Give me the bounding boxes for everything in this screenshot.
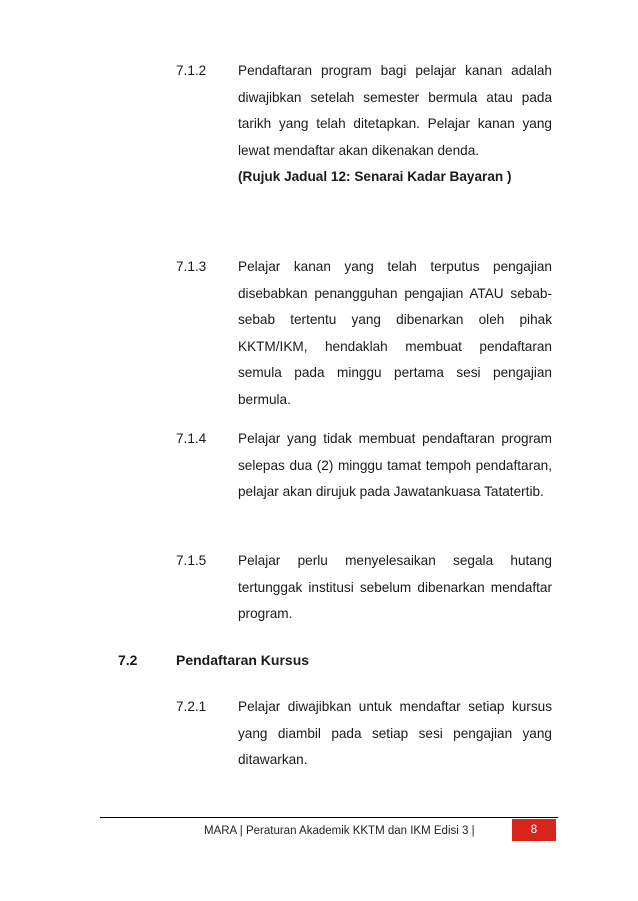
section-heading [118, 648, 309, 672]
clause-number: 7.1.3 [176, 259, 207, 274]
clause-reference: (Rujuk Jadual 12: Senarai Kadar Bayaran ) [238, 169, 512, 184]
clause-number: 7.1.4 [176, 431, 207, 446]
footer-divider [100, 817, 558, 818]
clause-text: Pelajar perlu menyelesaikan segala hutang tertunggak institusi sebelum dibenarkan mendaftar program. [238, 553, 552, 621]
clause-number: 7.2.1 [176, 699, 207, 714]
clause-text: Pelajar kanan yang telah terputus pengajian disebabkan penangguhan pengajian ATAU sebab-sebab tertentu yang dibenarkan oleh pihak KKTM/IKM, hendaklah membuat pendaftaran semula pada minggu pertama sesi pengajian bermula. [238, 259, 552, 407]
clause-text: Pendaftaran program bagi pelajar kanan adalah diwajibkan setelah semester bermula atau pada tarikh yang telah ditetapkan. Pelajar kanan yang lewat mendaftar akan dikenakan denda. [238, 63, 552, 158]
section-title: Pendaftaran Kursus [176, 652, 310, 668]
clause-7-1-2 [176, 58, 552, 191]
clause-text: Pelajar diwajibkan untuk mendaftar setiap kursus yang diambil pada setiap sesi pengajian yang ditawarkan. [238, 699, 552, 767]
page-number-badge: 8 [512, 819, 556, 841]
footer-text: MARA | Peraturan Akademik KKTM dan IKM Edisi 3 | [204, 825, 475, 837]
clause-number: 7.1.2 [176, 63, 207, 78]
clause-7-1-3 [176, 254, 552, 413]
clause-7-2-1 [176, 694, 552, 774]
section-number: 7.2 [118, 652, 138, 668]
clause-text: Pelajar yang tidak membuat pendaftaran program selepas dua (2) minggu tamat tempoh pendaftaran, pelajar akan dirujuk pada Jawatankuasa Tatatertib. [238, 431, 552, 499]
clause-7-1-4 [176, 426, 552, 506]
clause-7-1-5 [176, 548, 552, 628]
clause-number: 7.1.5 [176, 553, 207, 568]
